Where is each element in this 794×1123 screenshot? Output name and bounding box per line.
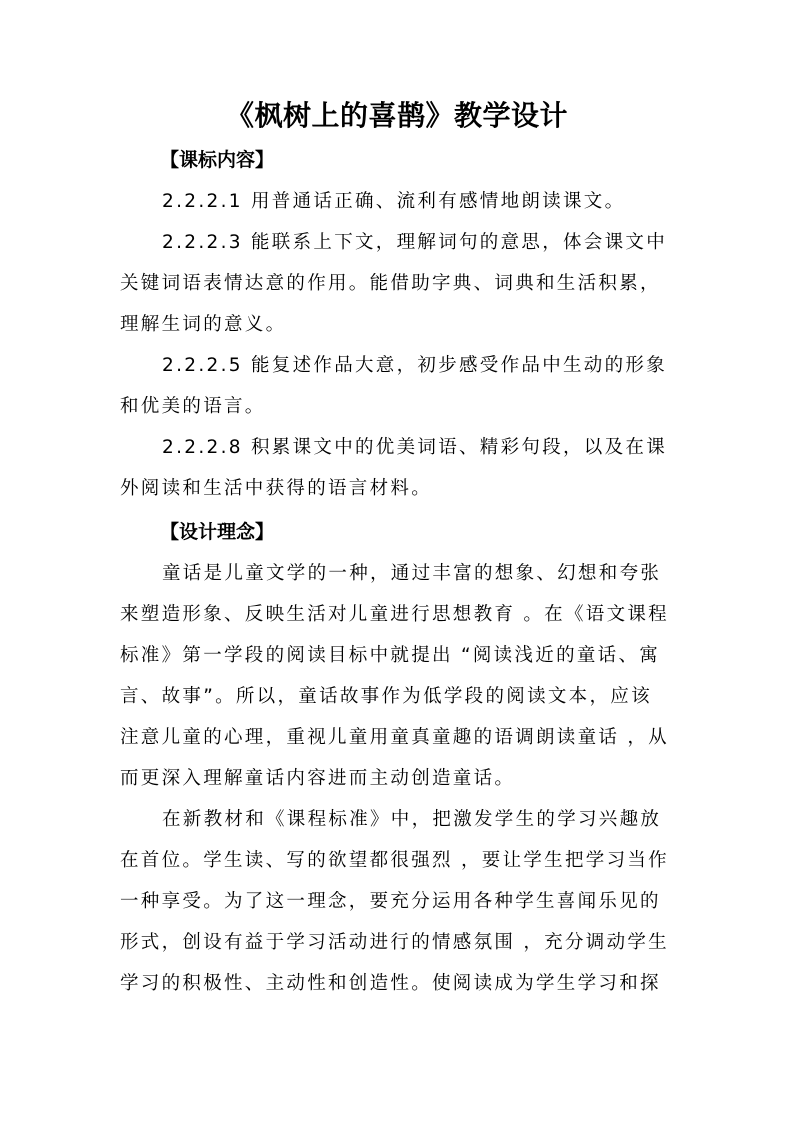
paragraph-line: 2.2.2.1 用普通话正确、流利有感情地朗读课文。 (162, 191, 626, 212)
paragraph-line: 学习的积极性、主动性和创造性。使阅读成为学生学习和探 (120, 973, 661, 994)
paragraph-line: 童话是儿童文学的一种，通过丰富的想象、幻想和夸张 (162, 563, 662, 584)
paragraph-line: 2.2.2.8 积累课文中的优美词语、精彩句段，以及在课 (162, 437, 668, 458)
paragraph-line: 形式，创设有益于学习活动进行的情感氛围 ，充分调动学生 (120, 932, 669, 953)
paragraph-line: 关键词语表情达意的作用。能借助字典、词典和生活积累， (120, 273, 661, 294)
paragraph-line: 在首位。学生读、写的欲望都很强烈 ，要让学生把学习当作 (120, 850, 669, 871)
paragraph-line: 一种享受。为了这一理念，要充分运用各种学生喜闻乐见的 (120, 891, 661, 912)
paragraph-line: 和优美的语言。 (120, 396, 266, 417)
section-heading-curriculum: 【课标内容】 (160, 149, 275, 171)
paragraph-line: 而更深入理解童话内容进而主动创造童话。 (120, 768, 516, 789)
paragraph-line: 注意儿童的心理，重视儿童用童真童趣的语调朗读童话 ，从 (120, 727, 669, 748)
paragraph-line: 言、故事”。所以，童话故事作为低学段的阅读文本，应该 (120, 686, 652, 707)
document-title: 《枫树上的喜鹊》教学设计 (225, 99, 568, 132)
paragraph-line: 2.2.2.3 能联系上下文，理解词句的意思，体会课文中 (162, 232, 668, 253)
paragraph-line: 理解生词的意义。 (120, 314, 287, 335)
section-heading-design-concept: 【设计理念】 (160, 521, 275, 543)
paragraph-line: 2.2.2.5 能复述作品大意，初步感受作品中生动的形象 (162, 355, 668, 376)
paragraph-line: 来塑造形象、反映生活对儿童进行思想教育 。在《语文课程 (120, 604, 669, 625)
paragraph-line: 标准》第一学段的阅读目标中就提出 “阅读浅近的童话、寓 (120, 645, 661, 666)
paragraph-line: 外阅读和生活中获得的语言材料。 (120, 478, 433, 499)
paragraph-line: 在新教材和《课程标准》中，把激发学生的学习兴趣放 (162, 809, 662, 830)
